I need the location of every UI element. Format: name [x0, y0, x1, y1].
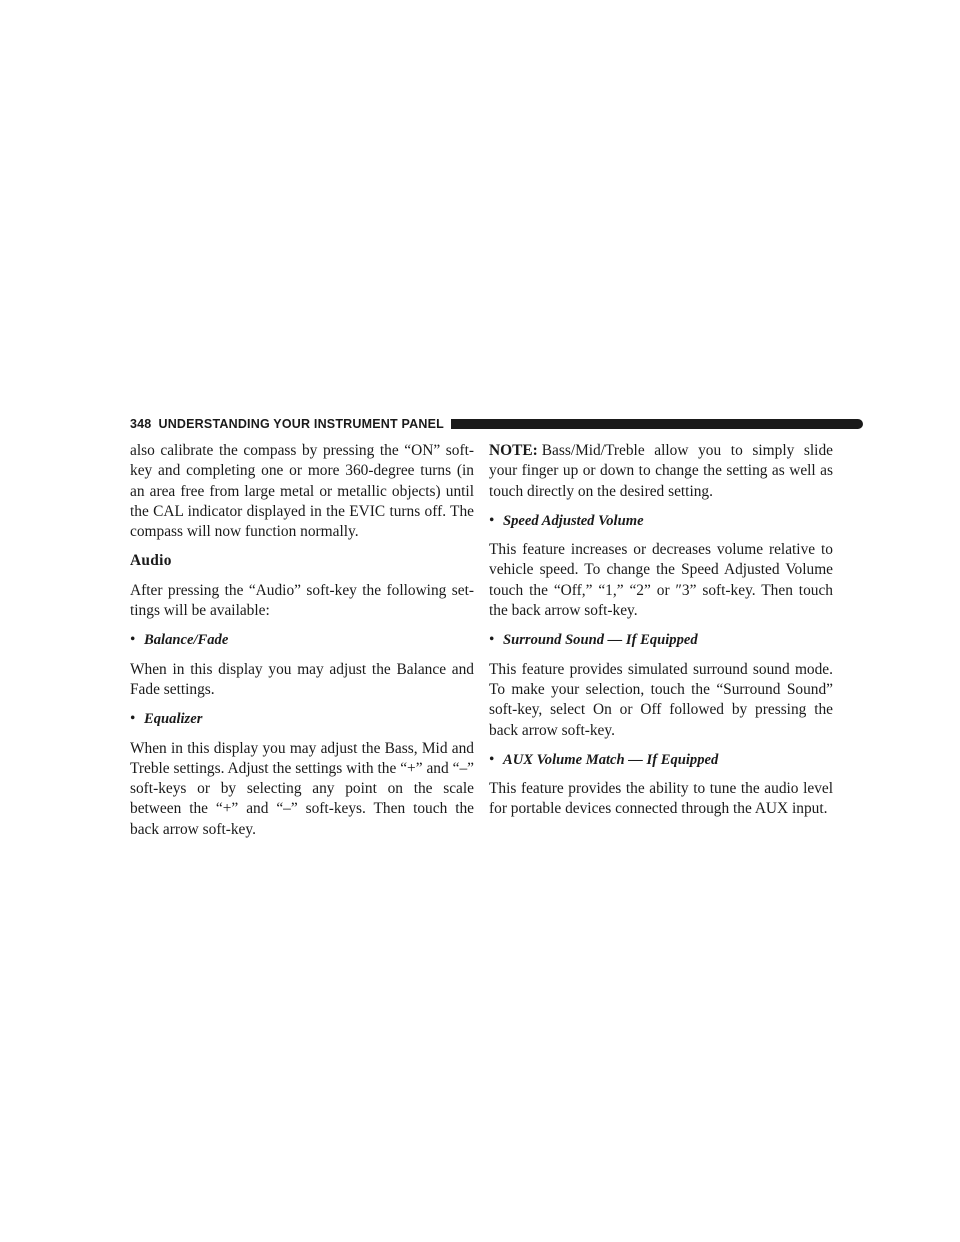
section-title: UNDERSTANDING YOUR INSTRUMENT PANEL: [158, 417, 444, 431]
bullet-label: Speed Adjusted Volume: [503, 512, 644, 529]
bullet-speed-adjusted-volume: [489, 511, 833, 531]
bullet-mark: •: [489, 750, 495, 768]
paragraph-compass-calibration: also calibrate the compass by pressing the “ON” soft-key and completing one or more 360-degree turns (in an area free from large metal or metallic objects) until the CAL indicator displayed in the EVIC turns off. The compass will now function normally.: [130, 442, 474, 541]
bullet-mark: •: [130, 631, 136, 649]
bullet-mark: •: [130, 710, 136, 728]
note-text: Bass/Mid/Treble allow you to simply slide your finger up or down to change the setting as well as touch directly on the desired setting.: [489, 442, 833, 500]
paragraph-surround-sound: This feature provides simulated surround sound mode. To make your selection, touch the “Surround Sound” soft-key, select On or Off followed by pressing the back arrow soft-key.: [489, 660, 833, 739]
bullet-aux-volume-match: [489, 750, 833, 770]
bullet-label: AUX Volume Match — If Equipped: [503, 751, 719, 768]
paragraph-note: [489, 441, 833, 502]
right-column: [489, 441, 833, 829]
paragraph-speed-adjusted-volume: This feature increases or decreases volume relative to vehicle speed. To change the Speed Adjusted Volume touch the “Off,” “1,” “2” or ″3” soft-key. Then touch the back arrow soft-key.: [489, 541, 833, 620]
paragraph-equalizer: When in this display you may adjust the Bass, Mid and Treble settings. Adjust the settings with the “+” and “–” soft-keys or by selecting any point on the scale between the “+” and “–” soft-keys. Then touch the back arrow soft-key.: [130, 739, 474, 838]
left-column: [130, 441, 474, 849]
bullet-equalizer: [130, 709, 474, 729]
bullet-label: Surround Sound — If Equipped: [503, 632, 698, 649]
bullet-surround-sound: [489, 630, 833, 650]
bullet-mark: •: [489, 631, 495, 649]
bullet-label: Equalizer: [144, 711, 203, 728]
header-bar: [451, 419, 863, 429]
note-label: NOTE:: [489, 442, 538, 459]
page-number: 348: [130, 417, 152, 431]
bullet-label: Balance/Fade: [144, 632, 229, 649]
heading-audio: Audio: [130, 552, 172, 570]
bullet-mark: •: [489, 511, 495, 529]
paragraph-audio-intro: After pressing the “Audio” soft-key the following set- tings will be available:: [130, 581, 474, 620]
paragraph-aux-volume-match: This feature provides the ability to tune the audio level for portable devices connected through the AUX input.: [489, 780, 833, 818]
bullet-balance-fade: [130, 630, 474, 650]
paragraph-balance-fade: When in this display you may adjust the Balance and Fade settings.: [130, 660, 474, 698]
page-header: [130, 416, 863, 432]
